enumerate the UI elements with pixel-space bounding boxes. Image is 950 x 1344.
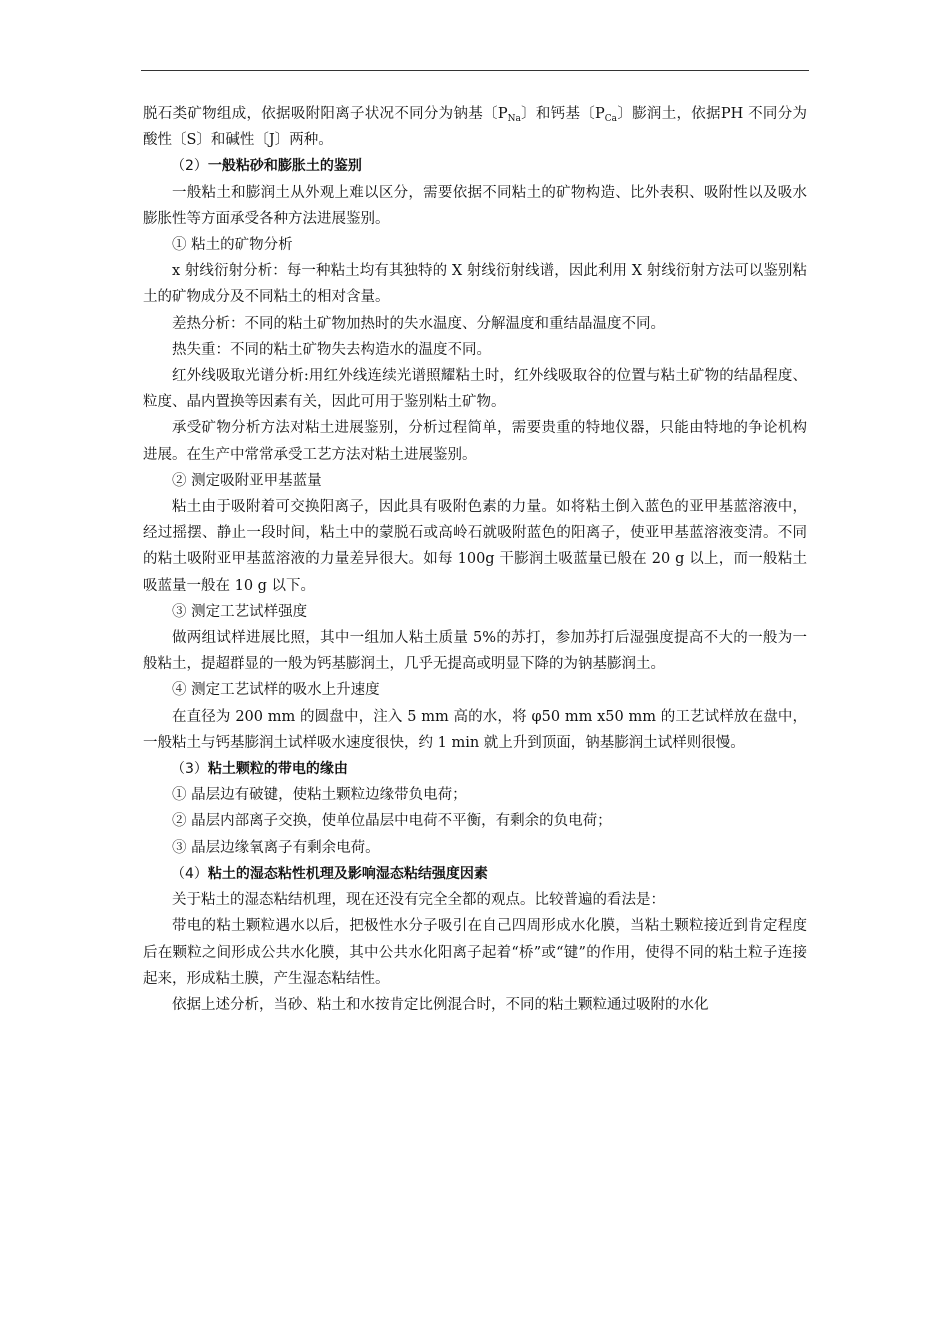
header-rule xyxy=(141,70,809,71)
body-paragraph: 关于粘土的湿态粘结机理，现在还没有完全全都的观点。比较普遍的看法是： xyxy=(172,892,665,909)
body-paragraph: ③ 晶层边缘氧离子有剩余电荷。 xyxy=(172,839,380,856)
section-heading xyxy=(143,756,807,782)
body-paragraph: 在直径为 200 mm 的圆盘中，注入 5 mm 高的水，将 φ50 mm x50 mm 的工艺试样放在盘中，一般粘土与钙基膨润土试样吸水速度很快，约 1 min 就上升到顶面，钠基膨润土试样则很慢。 xyxy=(143,708,807,751)
section-heading xyxy=(143,153,807,179)
body-paragraph: 依据上述分析，当砂、粘土和水按肯定比例混合时，不同的粘土颗粒通过吸附的水化 xyxy=(172,996,709,1013)
body-paragraph: 承受矿物分析方法对粘土进展鉴别，分析过程简单，需要贵重的特地仪器，只能由特地的争论机构进展。在生产中常常承受工艺方法对粘土进展鉴别。 xyxy=(143,420,807,463)
body-paragraph: 一般粘土和膨润土从外观上难以区分，需要依据不同粘土的矿物构造、比外表积、吸附性以及吸水膨胀性等方面承受各种方法进展鉴别。 xyxy=(143,184,807,227)
subscript-text: Na xyxy=(507,114,521,124)
body-paragraph: ① 晶层边有破键，使粘土颗粒边缘带负电荷； xyxy=(172,787,467,804)
section-number: （3） xyxy=(171,761,208,778)
section-heading xyxy=(143,861,807,887)
section-title: 一般粘砂和膨胀土的鉴别 xyxy=(207,158,362,175)
paragraph-text: 〕膨润土，依据PH 不同分为酸性〔S〕和碱性〔J〕两种。 xyxy=(143,106,807,149)
paragraph-text: 〕和钙基〔P xyxy=(520,106,605,122)
section-number: （4） xyxy=(171,865,208,882)
body-paragraph xyxy=(143,101,807,153)
body-paragraph: 热失重：不同的粘土矿物失去构造水的温度不同。 xyxy=(172,341,491,358)
body-paragraph: 做两组试样进展比照，其中一组加人粘土质量 5%的苏打，参加苏打后湿强度提高不大的一般为一般粘土，提超群显的一般为钙基膨润土，几乎无提高或明显下降的为钠基膨润土。 xyxy=(143,630,807,673)
document-body xyxy=(143,101,807,1018)
body-paragraph: 粘土由于吸附着可交换阳离子，因此具有吸附色素的力量。如将粘土倒入蓝色的亚甲基蓝溶液中，经过摇摆、静止一段时间，粘土中的蒙脱石或高岭石就吸附蓝色的阳离子，使亚甲基蓝溶液变清。不同的粘土吸附亚甲基蓝溶液的力量差异很大。如每 100g 干膨润土吸蓝量已般在 20 g 以上，而一般粘土吸蓝量一般在 10 g 以下。 xyxy=(143,499,807,594)
section-title: 粘土的湿态粘性机理及影响湿态粘结强度因素 xyxy=(207,865,488,882)
body-paragraph: 带电的粘土颗粒遇水以后，把极性水分子吸引在自己四周形成水化膜，当粘土颗粒接近到肯定程度后在颗粒之间形成公共水化膜，其中公共水化阳离子起着“桥”或“键”的作用，使得不同的粘土粒子连接起来，形成粘土膜，产生湿态粘结性。 xyxy=(143,918,807,987)
paragraph-text: 脱石类矿物组成，依据吸附阳离子状况不同分为钠基〔P xyxy=(143,106,508,122)
body-paragraph: ② 晶层内部离子交换，使单位晶层中电荷不平衡，有剩余的负电荷； xyxy=(172,813,612,830)
section-number: （2） xyxy=(171,158,208,175)
body-paragraph: 差热分析：不同的粘土矿物加热时的失水温度、分解温度和重结晶温度不同。 xyxy=(172,315,665,332)
section-title: 粘土颗粒的带电的缘由 xyxy=(207,761,348,778)
body-paragraph: 红外线吸取光谱分析:用红外线连续光谱照耀粘土时，红外线吸取谷的位置与粘土矿物的结晶程度、粒度、晶内置换等因素有关，因此可用于鉴别粘土矿物。 xyxy=(143,368,807,411)
body-paragraph: ④ 测定工艺试样的吸水上升速度 xyxy=(172,682,380,699)
body-paragraph: ② 测定吸附亚甲基蓝量 xyxy=(172,472,322,489)
body-paragraph: ① 粘土的矿物分析 xyxy=(172,237,293,254)
subscript-text: Ca xyxy=(604,114,618,124)
body-paragraph: ③ 测定工艺试样强度 xyxy=(172,603,308,620)
body-paragraph: x 射线衍射分析：每一种粘土均有其独特的 X 射线衍射线谱，因此利用 X 射线衍射方法可以鉴别粘土的矿物成分及不同粘土的相对含量。 xyxy=(143,263,807,306)
